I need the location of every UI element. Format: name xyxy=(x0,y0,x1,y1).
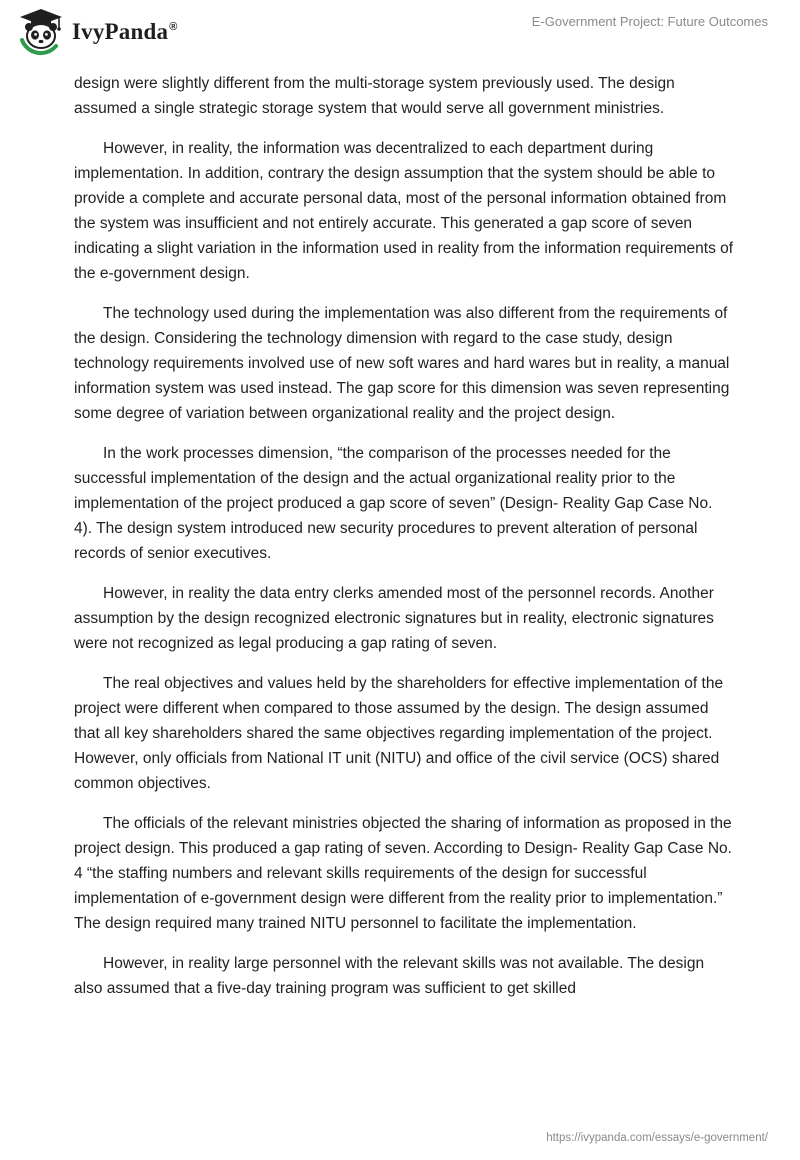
brand-logo[interactable] xyxy=(16,6,178,56)
brand-name xyxy=(72,19,178,45)
page-header xyxy=(0,0,800,64)
paragraph-6: The real objectives and values held by the shareholders for effective implementation of the project were different when compared to those assumed by the design. The design assumed that all key shareholders shared the same objectives regarding implementation of the project. However, only officials from National IT unit (NITU) and office of the civil service (OCS) shared common objectives. xyxy=(74,675,724,792)
paragraph-3: The technology used during the implementation was also different from the requirements of the design. Considering the technology dimension with regard to the case study, design technology requirements involved use of new soft wares and hard wares but in reality, a manual information system was used instead. The gap score for this dimension was seven representing some degree of variation between organizational reality and the project design. xyxy=(74,305,730,422)
paragraph-2: However, in reality, the information was decentralized to each department during implementation. In addition, contrary the design assumption that the system should be able to provide a complete and accurate personal data, most of the personal information obtained from the system was insufficient and not entirely accurate. This generated a gap score of seven indicating a slight variation in the information used in reality from the information requirements of the e-government design. xyxy=(74,140,734,282)
paragraph-5: However, in reality the data entry clerks amended most of the personnel records. Another assumption by the design recognized electronic signatures but in reality, electronic signatures were not recognized as legal producing a gap rating of seven. xyxy=(74,585,714,652)
paragraph-4: In the work processes dimension, “the comparison of the processes needed for the successful implementation of the design and the actual organizational reality prior to the implementation of the project produced a gap score of seven” (Design- Reality Gap Case No. 4). The design system introduced new security procedures to prevent alteration of personal records of senior executives. xyxy=(74,445,713,562)
panda-graduate-logo-icon xyxy=(16,6,66,56)
brand-name-text: IvyPanda xyxy=(72,19,169,44)
footer-source-url[interactable]: https://ivypanda.com/essays/e-government/ xyxy=(546,1132,768,1144)
essay-body xyxy=(74,71,734,1016)
paragraph-1: design were slightly different from the multi-storage system previously used. The design assumed a single strategic storage system that would serve all government ministries. xyxy=(74,75,675,117)
paragraph-7: The officials of the relevant ministries objected the sharing of information as proposed in the project design. This produced a gap rating of seven. According to Design- Reality Gap Case No. 4 “the staffing numbers and relevant skills requirements of the design for successful implementation of e-government design were different from the reality prior to implementation.” The design required many trained NITU personnel to facilitate the implementation. xyxy=(74,815,732,932)
document-title: E-Government Project: Future Outcomes xyxy=(531,14,768,29)
paragraph-8: However, in reality large personnel with the relevant skills was not available. The design also assumed that a five-day training program was sufficient to get skilled xyxy=(74,955,705,997)
registered-mark: ® xyxy=(169,21,178,34)
